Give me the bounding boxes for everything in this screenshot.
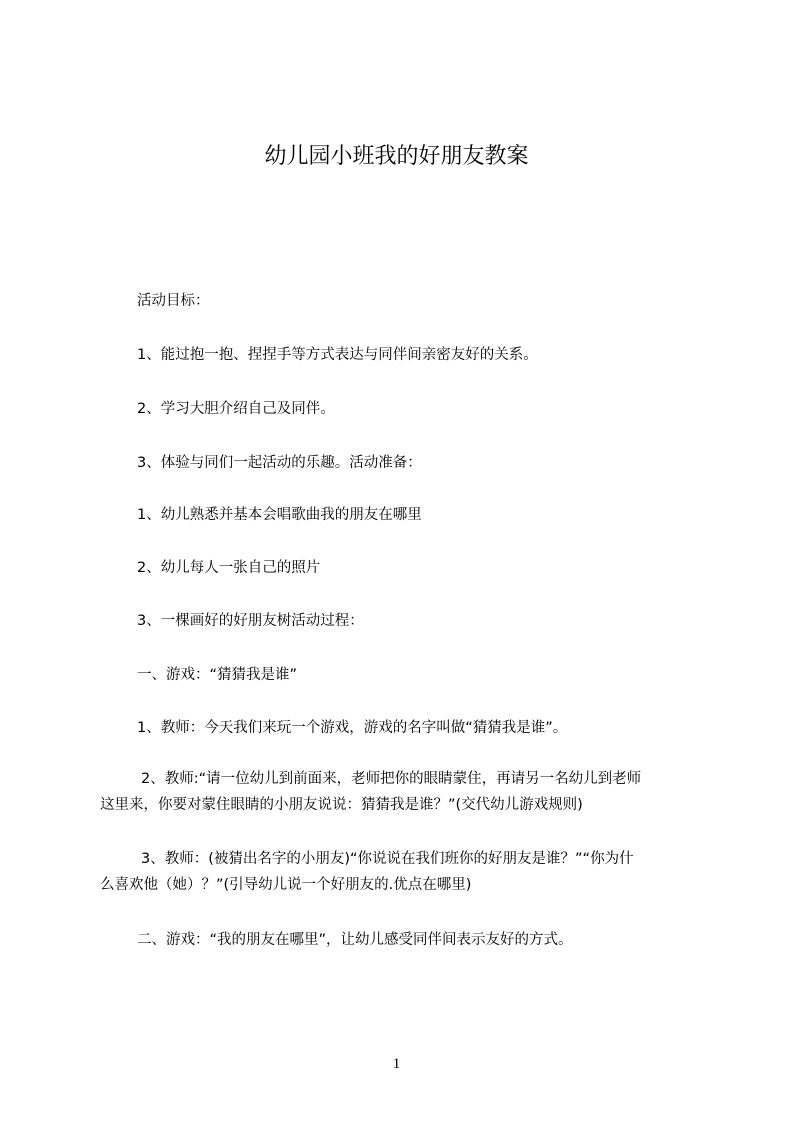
paragraph: 2、学习大胆介绍自己及同伴。 [137,401,335,417]
paragraph-continuation: 这里来，你要对蒙住眼睛的小朋友说说：猜猜我是谁？”(交代幼儿游戏规则) [100,797,583,813]
document-title: 幼儿园小班我的好朋友教案 [264,144,529,169]
paragraph: 3、体验与同们一起活动的乐趣。活动准备： [137,455,422,471]
paragraph-continuation: 么喜欢他（她）？”(引导幼儿说一个好朋友的.优点在哪里) [100,877,472,893]
paragraph: 2、教师:“请一位幼儿到前面来，老师把你的眼睛蒙住，再请另一名幼儿到老师 [141,771,642,787]
paragraph: 1、幼儿熟悉并基本会唱歌曲我的朋友在哪里 [137,507,422,523]
paragraph: 1、能过抱一抱、捏捏手等方式表达与同伴间亲密友好的关系。 [137,347,538,363]
page-number: 1 [392,1056,401,1072]
paragraph: 2、幼儿每人一张自己的照片 [137,560,321,576]
paragraph: 1、教师：今天我们来玩一个游戏，游戏的名字叫做“猜猜我是谁”。 [137,720,568,736]
paragraph: 3、教师：(被猜出名字的小朋友)“你说说在我们班你的好朋友是谁？”“你为什 [141,851,634,867]
section-heading: 活动目标： [137,293,210,309]
paragraph: 3、一棵画好的好朋友树活动过程： [137,613,364,629]
section-heading: 二、游戏：“我的朋友在哪里”，让幼儿感受同伴间表示友好的方式。 [137,932,573,948]
section-heading: 一、游戏：“猜猜我是谁” [137,667,298,683]
